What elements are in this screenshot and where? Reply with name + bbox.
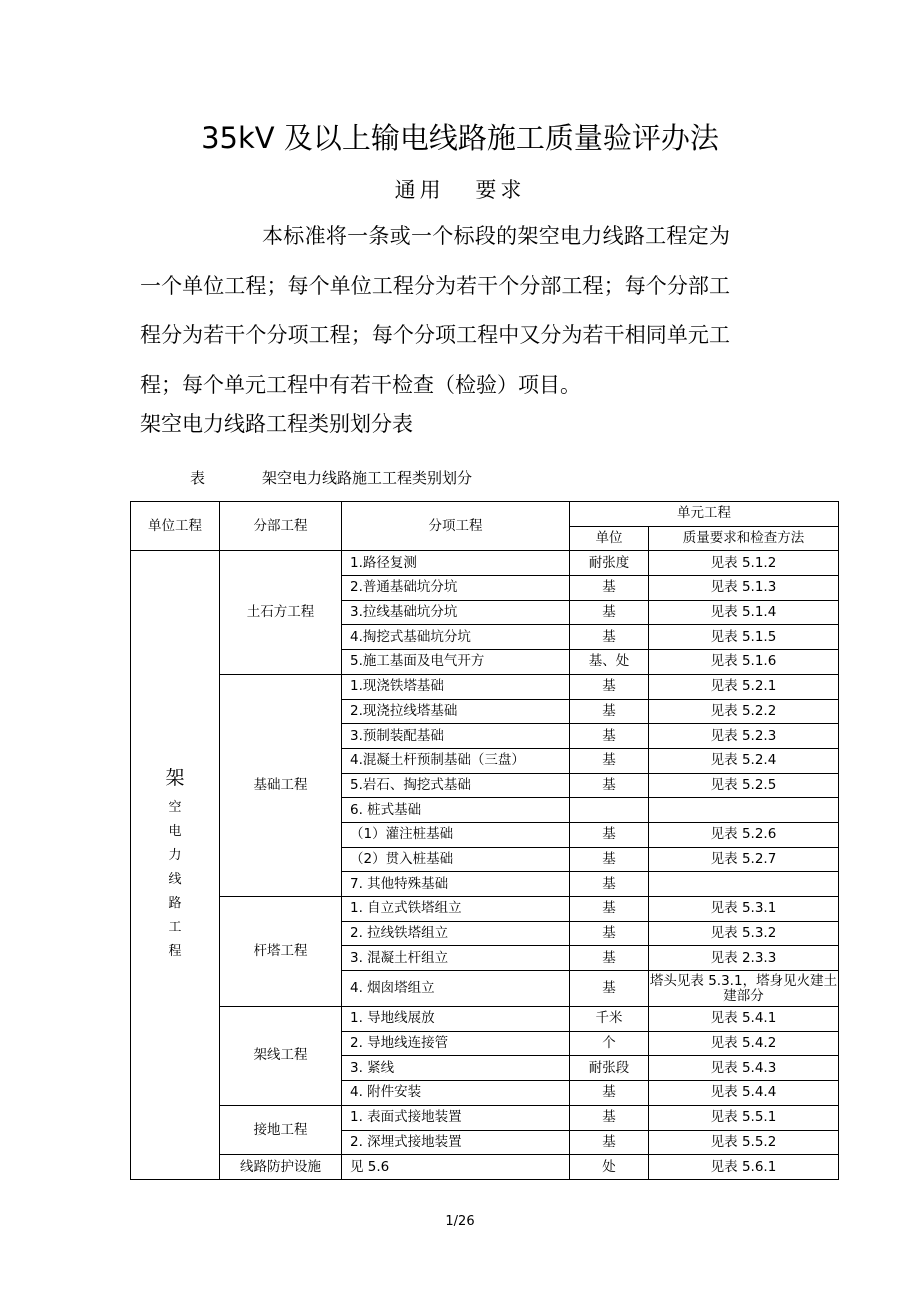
unit-cell: 耐张段: [570, 1056, 649, 1081]
subtitle-word: 要求: [475, 178, 526, 202]
item-cell: 5.岩石、掏挖式基础: [342, 773, 570, 798]
classification-table: [130, 501, 839, 1180]
unit-project-char: 架: [165, 767, 185, 790]
unit-cell: 基: [570, 625, 649, 650]
item-cell: 5.施工基面及电气开方: [342, 650, 570, 675]
item-cell: 1. 导地线展放: [342, 1007, 570, 1032]
header-unit: 单位: [570, 526, 649, 551]
header-element: 单元工程: [570, 502, 839, 527]
unit-project-char: 力: [168, 848, 182, 864]
method-cell: 见表 5.4.3: [649, 1056, 839, 1081]
header-method: 质量要求和检查方法: [649, 526, 839, 551]
unit-cell: 处: [570, 1155, 649, 1180]
header-subitem: 分项工程: [342, 502, 570, 551]
method-cell: 见表 5.4.2: [649, 1031, 839, 1056]
item-cell: 3. 紧线: [342, 1056, 570, 1081]
method-cell: 见表 5.4.4: [649, 1081, 839, 1106]
item-cell: 2.普通基础坑分坑: [342, 576, 570, 601]
unit-cell: 耐张度: [570, 551, 649, 576]
unit-cell: 基: [570, 1081, 649, 1106]
unit-cell: 基: [570, 921, 649, 946]
method-cell: 见表 5.5.1: [649, 1105, 839, 1130]
division-cell: 线路防护设施: [220, 1155, 342, 1180]
item-cell: 3.拉线基础坑分坑: [342, 600, 570, 625]
unit-cell: 基: [570, 872, 649, 897]
method-cell: 见表 5.1.6: [649, 650, 839, 675]
section-subtitle: [0, 174, 920, 204]
unit-cell: 基: [570, 724, 649, 749]
item-cell: 3.预制装配基础: [342, 724, 570, 749]
table-row: [131, 1155, 839, 1180]
unit-project-char: 工: [168, 920, 182, 936]
division-cell: 杆塔工程: [220, 897, 342, 1007]
unit-cell: 基: [570, 1130, 649, 1155]
item-cell: 7. 其他特殊基础: [342, 872, 570, 897]
division-cell: 接地工程: [220, 1105, 342, 1154]
item-cell: （2）贯入桩基础: [342, 847, 570, 872]
method-cell: 见表 5.3.2: [649, 921, 839, 946]
unit-cell: 基: [570, 946, 649, 971]
header-row: [131, 502, 839, 527]
header-division: 分部工程: [220, 502, 342, 551]
item-cell: 4.混凝土杆预制基础（三盘）: [342, 748, 570, 773]
item-cell: 6. 桩式基础: [342, 798, 570, 823]
subtitle-word: 通用: [394, 178, 445, 202]
item-cell: 2. 拉线铁塔组立: [342, 921, 570, 946]
method-cell: 见表 5.1.3: [649, 576, 839, 601]
document-title: 35kV 及以上输电线路施工质量验评办法: [201, 121, 719, 155]
unit-cell: 基、处: [570, 650, 649, 675]
table-row: [131, 674, 839, 699]
method-cell: 见表 5.2.2: [649, 699, 839, 724]
table-row: [131, 897, 839, 922]
item-cell: 1.现浇铁塔基础: [342, 674, 570, 699]
table-caption: [190, 467, 473, 488]
item-cell: 1. 表面式接地装置: [342, 1105, 570, 1130]
table-row: [131, 551, 839, 576]
unit-cell: 基: [570, 600, 649, 625]
method-cell: 见表 5.2.4: [649, 748, 839, 773]
item-cell: 见 5.6: [342, 1155, 570, 1180]
unit-cell: 基: [570, 699, 649, 724]
unit-cell: 个: [570, 1031, 649, 1056]
method-cell: 见表 5.2.5: [649, 773, 839, 798]
unit-project-vertical-text: [131, 766, 219, 964]
method-cell: 见表 5.4.1: [649, 1007, 839, 1032]
method-cell: 见表 5.6.1: [649, 1155, 839, 1180]
item-cell: 3. 混凝土杆组立: [342, 946, 570, 971]
unit-project-char: 电: [168, 824, 182, 840]
header-unit-project: 单位工程: [131, 502, 220, 551]
method-cell: 见表 5.5.2: [649, 1130, 839, 1155]
item-cell: 1.路径复测: [342, 551, 570, 576]
table-heading: 架空电力线路工程类别划分表: [140, 412, 413, 436]
intro-paragraph: 本标准将一条或一个标段的架空电力线路工程定为一个单位工程；每个单位工程分为若干个分部工程；每个分部工程分为若干个分项工程；每个分项工程中又分为若干相同单元工程；每个单元工程中有若干检查（检验）项目。: [140, 224, 730, 397]
method-cell: [649, 872, 839, 897]
unit-cell: 基: [570, 897, 649, 922]
item-cell: （1）灌注桩基础: [342, 822, 570, 847]
item-cell: 4. 附件安装: [342, 1081, 570, 1106]
unit-cell: [570, 798, 649, 823]
unit-cell: 基: [570, 1105, 649, 1130]
division-cell: 架线工程: [220, 1007, 342, 1106]
unit-cell: 基: [570, 748, 649, 773]
method-cell: 见表 5.2.1: [649, 674, 839, 699]
method-cell: 见表 5.1.2: [649, 551, 839, 576]
unit-cell: 基: [570, 847, 649, 872]
division-cell: 土石方工程: [220, 551, 342, 674]
method-cell: 见表 5.2.6: [649, 822, 839, 847]
unit-cell: 基: [570, 674, 649, 699]
item-cell: 4.掏挖式基础坑分坑: [342, 625, 570, 650]
unit-cell: 千米: [570, 1007, 649, 1032]
unit-cell: 基: [570, 971, 649, 1007]
method-cell: 塔头见表 5.3.1，塔身见火建土建部分: [649, 971, 839, 1007]
item-cell: 2. 导地线连接管: [342, 1031, 570, 1056]
unit-project-cell: [131, 551, 220, 1180]
unit-cell: 基: [570, 773, 649, 798]
table-row: [131, 1105, 839, 1130]
unit-project-char: 线: [168, 872, 182, 888]
division-cell: 基础工程: [220, 674, 342, 896]
unit-cell: 基: [570, 822, 649, 847]
method-cell: 见表 5.1.5: [649, 625, 839, 650]
method-cell: 见表 5.2.7: [649, 847, 839, 872]
method-cell: 见表 5.2.3: [649, 724, 839, 749]
unit-cell: 基: [570, 576, 649, 601]
page-number: 1/26: [445, 1214, 475, 1229]
item-cell: 2. 深埋式接地装置: [342, 1130, 570, 1155]
method-cell: [649, 798, 839, 823]
item-cell: 1. 自立式铁塔组立: [342, 897, 570, 922]
item-cell: 2.现浇拉线塔基础: [342, 699, 570, 724]
caption-text: 架空电力线路施工工程类别划分: [262, 469, 473, 487]
caption-label: 表: [190, 469, 206, 487]
unit-project-char: 路: [168, 896, 182, 912]
method-cell: 见表 2.3.3: [649, 946, 839, 971]
item-cell: 4. 烟囱塔组立: [342, 971, 570, 1007]
unit-project-char: 空: [168, 800, 182, 816]
method-cell: 见表 5.3.1: [649, 897, 839, 922]
method-cell: 见表 5.1.4: [649, 600, 839, 625]
unit-project-char: 程: [168, 944, 182, 960]
table-row: [131, 1007, 839, 1032]
